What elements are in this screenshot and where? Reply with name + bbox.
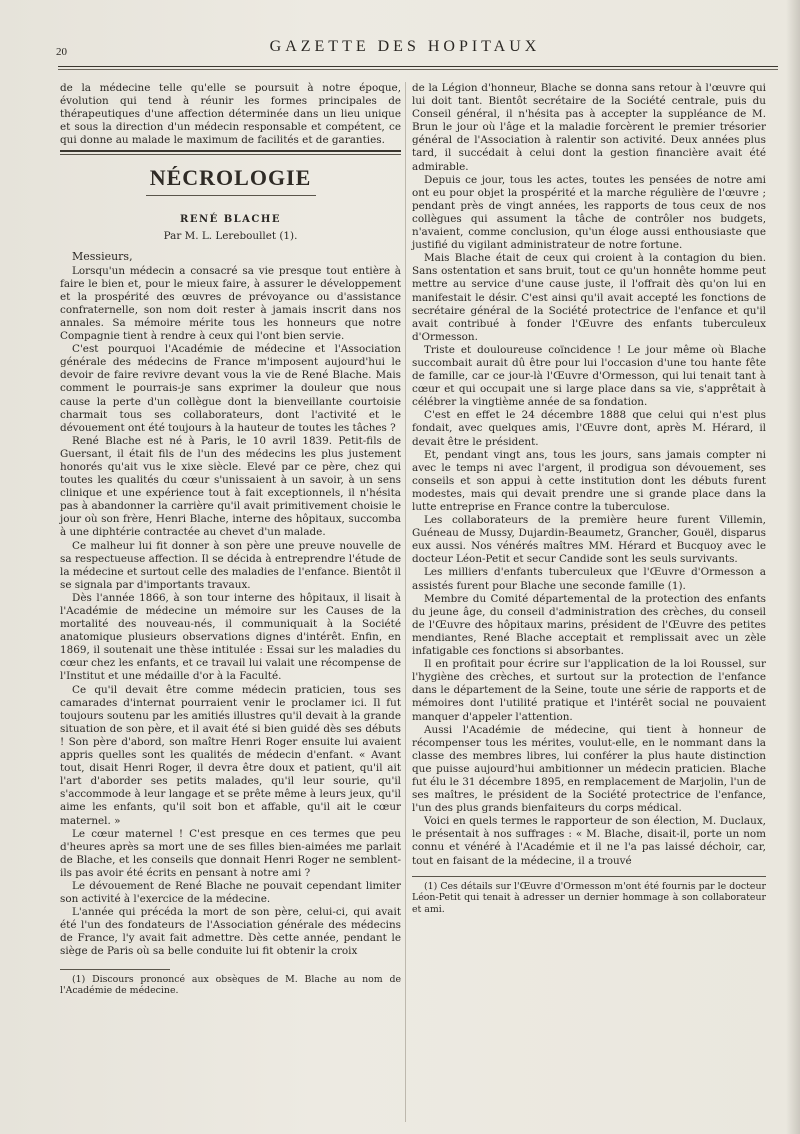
body-paragraph: de la Légion d'honneur, Blache se donna sans retour à l'œuvre qui lui doit tant. Bientôt secrétaire de la Société centrale, puis du Conseil général, il n'hésita pas à accepter la suppléance de M. Brun le jour où l'âge et la maladie forcèrent le premier trésorier général de l'Association à ralentir son activité. Deux années plus tard, il succédait à celui dont la gestion financière avait été admirable. — [412, 82, 766, 173]
body-paragraph: Et, pendant vingt ans, tous les jours, sans jamais compter ni avec le temps ni avec l'argent, il prodigua son dévouement, ses conseils et son appui à cette institution dont les débuts furent modestes, mais qui devait prendre une si grande place dans la lutte entreprise en France contre la tuberculose. — [412, 448, 766, 513]
body-paragraph: Le dévouement de René Blache ne pouvait cependant limiter son activité à l'exercice de la médecine. — [60, 879, 401, 906]
salutation: Messieurs, — [72, 250, 133, 264]
journal-title: GAZETTE DES HOPITAUX — [269, 38, 541, 55]
header-rule-secondary — [58, 69, 778, 70]
section-rule — [60, 150, 401, 152]
body-paragraph: Ce qu'il devait être comme médecin praticien, tous ses camarades d'internat pourraient venir le proclamer ici. Il fut toujours soutenu par les amitiés illustres qu'il devait à la grande situation de son père, et il avait été si bien guidé dès ses débuts ! Son père d'abord, son maître Henri Roger ensuite lui avaient appris quelles sont les qualités de médecin d'enfant. « Avant tout, disait Henri Roger, il devra être doux et patient, qu'il ait l'art d'aborder ses petits malades, qu'il leur sourie, qu'il s'accommode à leur langage et se prête même à leurs jeux, qu'il aime les enfants, qu'il soit bon et affable, qu'il ait le cœur maternel. » — [60, 683, 401, 827]
page-binding-shadow — [786, 0, 800, 1134]
header-rule — [58, 66, 778, 67]
body-paragraph: Depuis ce jour, tous les actes, toutes les pensées de notre ami ont eu pour objet la prospérité et la marche régulière de l'œuvre ; pendant près de vingt années, les rapports de tous ceux de nos collègues qui assument la tâche de contrôler nos budgets, n'avaient, comme conclusion, qu'un éloge aussi enthousiaste que justifié du vigilant administrateur de notre fortune. — [412, 173, 766, 252]
body-paragraph: C'est pourquoi l'Académie de médecine et l'Association générale des médecins de France m'imposent aujourd'hui le devoir de faire revivre devant vous la vie de René Blache. Mais comment le pourrais-je sans exprimer la douleur que nous cause la perte d'un collègue dont la bienveillante courtoisie charmait tous ses collaborateurs, dont l'activité et le dévouement ont été toujours à la hauteur de toutes les tâches ? — [60, 343, 401, 434]
section-rule — [60, 154, 401, 155]
body-paragraph: Les milliers d'enfants tuberculeux que l'Œuvre d'Ormesson a assistés furent pour Blache une seconde famille (1). — [412, 566, 766, 592]
body-paragraph: Lorsqu'un médecin a consacré sa vie presque tout entière à faire le bien et, pour le mieux faire, à assurer le développement et la prospérité des œuvres de prévoyance ou d'assistance confraternelle, son nom doit rester à jamais inscrit dans nos annales. Sa mémoire mérite tous les honneurs que notre Compagnie tient à rendre à ceux qui l'ont bien servie. — [60, 264, 401, 343]
body-paragraph: Ce malheur lui fit donner à son père une preuve nouvelle de sa respectueuse affection. Il se décida à entreprendre l'étude de la médecine et surtout celle des maladies de l'enfance. Bientôt il se signala par d'importants travaux. — [60, 539, 401, 591]
body-paragraph: Triste et douloureuse coïncidence ! Le jour même où Blache succombait aurait dû être pour lui l'occasion d'une tou hante fête de famille, car ce jour-là l'Œuvre d'Ormesson, qui lui tenait tant à cœur et qui occupait une si large place dans sa vie, s'apprêtait à célébrer la vingtième année de sa fondation. — [412, 343, 766, 409]
obituary-subject: RENÉ BLACHE — [180, 214, 281, 226]
body-paragraph: L'année qui précéda la mort de son père, celui-ci, qui avait été l'un des fondateurs de l'Association générale des médecins de France, l'y avait fait admettre. Dès cette année, pendant le siège de Paris où sa belle conduite lui fit obtenir la croix — [60, 906, 401, 958]
body-paragraph: Les collaborateurs de la première heure furent Villemin, Guéneau de Mussy, Dujardin-Beaumetz, Grancher, Gouël, disparus eux aussi. Nos vénérés maîtres MM. Hérard et Bucquoy avec le docteur Léon-Petit et secur Candide sont les seuls survivants. — [412, 514, 766, 566]
footnote: (1) Discours prononcé aux obsèques de M. Blache au nom de l'Académie de médecine. — [60, 973, 401, 997]
footnote-rule — [60, 969, 170, 970]
body-paragraph: Aussi l'Académie de médecine, qui tient à honneur de récompenser tous les mérites, voulut-elle, en le nommant dans la classe des membres libres, lui conférer la plus haute distinction que puisse aujourd'hui ambitionner un médecin praticien. Blache fut élu le 31 décembre 1895, en remplacement de Marjolin, l'un de ses maîtres, le président de la Société protectrice de l'enfance, l'un des plus grands bienfaiteurs du corps médical. — [412, 723, 766, 815]
page-number: 20 — [56, 46, 67, 58]
body-paragraph: Voici en quels termes le rapporteur de son élection, M. Duclaux, le présentait à nos suffrages : « M. Blache, disait-il, porte un nom connu et vénéré à l'Académie et il ne l'a pas laissé déchoir, car, tout en faisant de la médecine, il a trouvé — [412, 815, 766, 867]
body-paragraph: C'est en effet le 24 décembre 1888 que celui qui n'est plus fondait, avec quelques amis, l'Œuvre dont, après M. Hérard, il devait être le président. — [412, 409, 766, 448]
body-paragraph: Il en profitait pour écrire sur l'application de la loi Roussel, sur l'hygiène des crèches, et surtout sur la protection de l'enfance dans le département de la Seine, toute une série de rapports et de mémoires dont l'utilité pratique et l'intérêt social ne pouvaient manquer d'appeler l'attention. — [412, 658, 766, 723]
section-title: NÉCROLOGIE — [149, 165, 312, 191]
intro-paragraph: de la médecine telle qu'elle se poursuit à notre époque, évolution qui tend à réunir les formes principales de thérapeutiques d'une affection déterminée dans un lieu unique et sous la direction d'un médecin responsable et compétent, ce qui donne au malade le maximum de facilités et de garanties. — [60, 82, 401, 147]
body-paragraph: Membre du Comité départemental de la protection des enfants du jeune âge, du conseil d'administration des crèches, du conseil de l'Œuvre des hôpitaux marins, président de l'Œuvre des petites mendiantes, René Blache acceptait et remplissait avec un zèle infatigable ces fonctions si absorbantes. — [412, 592, 766, 658]
body-paragraph: Le cœur maternel ! C'est presque en ces termes que peu d'heures après sa mort une de ses filles bien-aimées me parlait de Blache, et les conseils que donnait Henri Roger ne semblent-ils pas avoir été écrits en pensant à notre ami ? — [60, 827, 401, 879]
right-column — [412, 82, 766, 915]
left-column — [60, 82, 401, 997]
byline: Par M. L. Lereboullet (1). — [163, 230, 298, 243]
footnote: (1) Ces détails sur l'Œuvre d'Ormesson m'ont été fournis par le docteur Léon-Petit qui tenait à adresser un dernier hommage à son collaborateur et ami. — [412, 880, 766, 915]
body-paragraph: René Blache est né à Paris, le 10 avril 1839. Petit-fils de Guersant, il était fils de l'un des médecins les plus justement honorés qu'ait vus le xixe siècle. Elevé par ce père, chez qui toutes les qualités du cœur s'unissaient à un savoir, à un sens clinique et une expérience tout à fait exceptionnels, il n'hésita pas à abandonner la carrière qu'il avait primitivement choisie le jour où son frère, Henri Blache, interne des hôpitaux, succomba à une diphtérie contractée au chevet d'un malade. — [60, 434, 401, 539]
body-paragraph: Mais Blache était de ceux qui croient à la contagion du bien. Sans ostentation et sans bruit, tout ce qu'un honnête homme peut mettre au service d'une cause juste, il l'offrait dès qu'on lui en manifestait le désir. C'est ainsi qu'il avait accepté les fonctions de secrétaire général de la Société protectrice de l'enfance et qu'il avait contribué à fonder l'Œuvre des enfants tuberculeux d'Ormesson. — [412, 252, 766, 343]
body-paragraph: Dès l'année 1866, à son tour interne des hôpitaux, il lisait à l'Académie de médecine un mémoire sur les Causes de la mortalité des nouveau-nés, il communiquait à la Société anatomique plusieurs observations dignes d'intérêt. Enfin, en 1869, il soutenait une thèse intitulée : Essai sur les maladies du cœur chez les enfants, et ce travail lui valait une récompense de l'Institut et une médaille d'or à la Faculté. — [60, 591, 401, 683]
column-divider — [405, 82, 406, 1122]
page-header — [40, 38, 770, 60]
section-title-rule — [146, 195, 316, 196]
footnote-rule — [412, 876, 766, 877]
